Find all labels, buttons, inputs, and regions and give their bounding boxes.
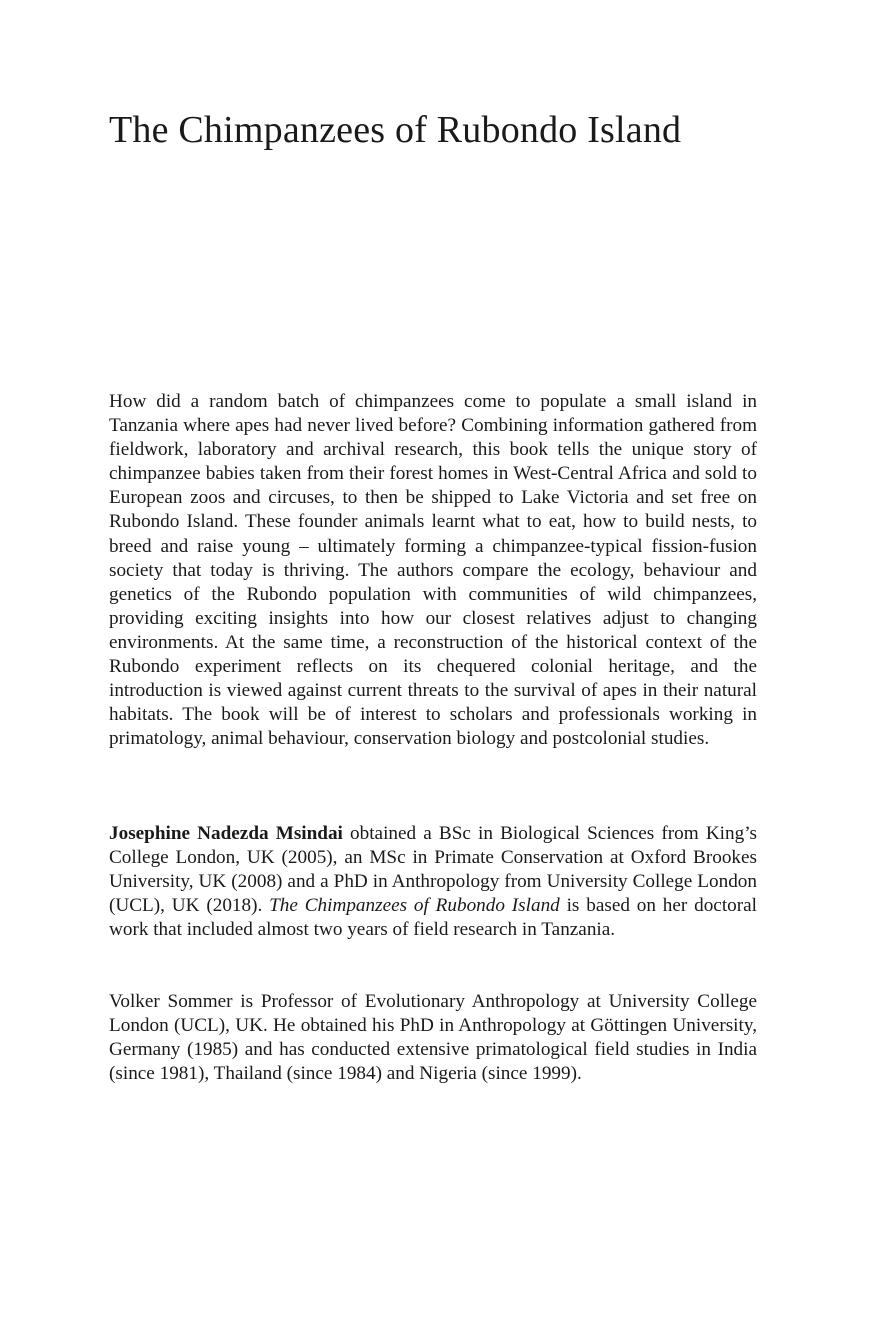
author-bio-msindai xyxy=(109,822,757,942)
author-bio-paragraph xyxy=(109,822,757,942)
book-blurb xyxy=(109,390,757,751)
book-title: The Chimpanzees of Rubondo Island xyxy=(109,109,682,151)
author-bio-text: obtained a BSc in Biological Sciences from King’s College London, UK (2005), an MSc in Primate Conservation at Oxford Brookes University, UK (2008) and a PhD in Anthropology from University College London (UCL), UK (2018). xyxy=(109,823,757,917)
author-bio-paragraph: Volker Sommer is Professor of Evolutionary Anthropology at University College London (UCL), UK. He obtained his PhD in Anthropology at Göttingen University, Germany (1985) and has conducted extensive primatological field studies in India (since 1981), Thailand (since 1984) and Nigeria (since 1999). xyxy=(109,991,757,1085)
author-bio-sommer xyxy=(109,990,757,1086)
author-bio-text-continued: is based on her doctoral work that included almost two years of field research in Tanzania. xyxy=(109,895,757,941)
blurb-paragraph: How did a random batch of chimpanzees come to populate a small island in Tanzania where apes had never lived before? Combining information gathered from fieldwork, laboratory and archival research, this book tells the unique story of chimpanzee babies taken from their forest homes in West-Central Africa and sold to European zoos and circuses, to then be shipped to Lake Victoria and set free on Rubondo Island. These founder animals learnt what to eat, how to build nests, to breed and raise young – ultimately forming a chimpanzee-typical fission-fusion society that today is thriving. The authors compare the ecology, behaviour and genetics of the Rubondo population with communities of wild chimpanzees, providing exciting insights into how our closest relatives adjust to changing environments. At the same time, a reconstruction of the historical context of the Rubondo experiment reflects on its chequered colonial heritage, and the introduction is viewed against current threats to the survival of apes in their natural habitats. The book will be of interest to scholars and professionals working in primatology, animal behaviour, conservation biology and postcolonial studies. xyxy=(109,391,757,750)
author-name: Josephine Nadezda Msindai xyxy=(109,823,343,844)
book-title-reference: The Chimpanzees of Rubondo Island xyxy=(269,895,560,917)
